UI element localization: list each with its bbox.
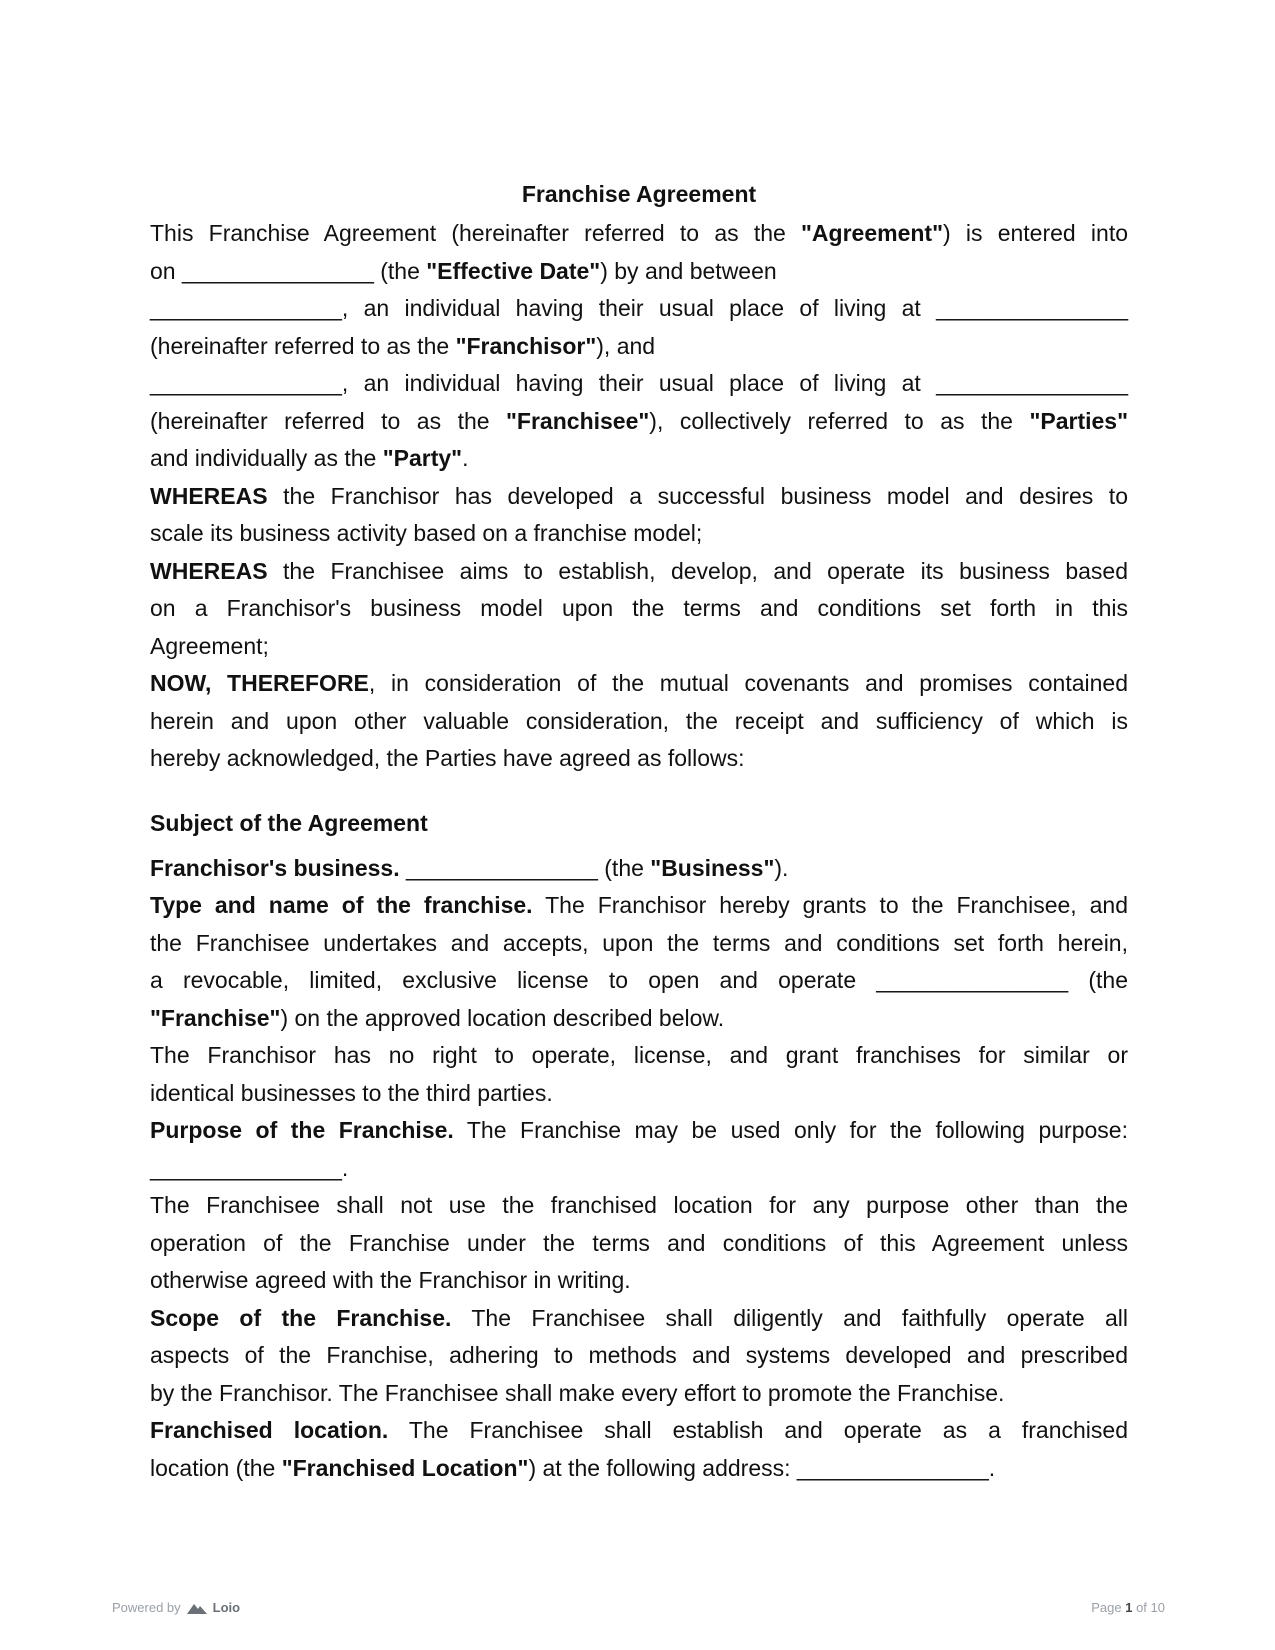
document-title: Franchise Agreement	[521, 181, 757, 207]
no-use-clause: The Franchisee shall not use the franchised location for any purpose other than the operation of the Franchise under the terms and conditions of this Agreement unless otherwise agreed with the Franchisor in writing.	[150, 1192, 1128, 1293]
document-page	[150, 180, 1128, 1487]
no-right-clause: The Franchisor has no right to operate, license, and grant franchises for similar or identical businesses to the third parties.	[150, 1042, 1128, 1106]
purpose-blank: _______________	[150, 1154, 342, 1181]
scope-clause: Scope of the Franchise. The Franchisee shall diligently and faithfully operate all aspects of the Franchise, adhering to methods and systems developed and prescribed by the Franchisor. The Franchisee shall make every effort to promote the Franchise.	[150, 1304, 1128, 1406]
powered-by-label: Powered by	[112, 1600, 181, 1615]
brand-name: Loio	[212, 1600, 241, 1615]
franchise-name-blank: _______________	[876, 967, 1069, 993]
location-clause: Franchised location. The Franchisee shall establish and operate as a franchised location (the "Franchised Location") at the following address: _______________.	[150, 1417, 1128, 1481]
intro-paragraph: This Franchise Agreement (hereinafter referred to as the "Agreement") is entered into on _______________ (the "Effective Date") by and between _______________, an individual having their usual place of living at _______________ (hereinafter referred to as the "Franchisor"), and _______________, an individual having their usual place of living at _______________ (hereinafter referred to as the "Franchisee"), collectively referred to as the "Parties" and individually as the "Party".	[150, 220, 1129, 471]
purpose-clause: Purpose of the Franchise. The Franchise may be used only for the following purpose: _______________.	[150, 1117, 1128, 1181]
section-heading: Subject of the Agreement	[150, 809, 428, 836]
whereas-paragraph-2: WHEREAS the Franchisee aims to establish, develop, and operate its business based on a Franchisor's business model upon the terms and conditions set forth in this Agreement;	[150, 557, 1128, 659]
franchisor-name-blank: _______________	[150, 295, 342, 321]
effective-date-blank: _______________	[181, 257, 374, 284]
therefore-paragraph: NOW, THEREFORE, in consideration of the mutual covenants and promises contained herein and upon other valuable consideration, the receipt and sufficiency of which is hereby acknowledged, the Parties have agreed as follows:	[150, 670, 1129, 771]
business-clause: Franchisor's business. _______________ (the "Business").	[150, 854, 789, 881]
whereas-paragraph-1: WHEREAS the Franchisor has developed a successful business model and desires to scale its business activity based on a franchise model;	[150, 482, 1128, 546]
business-blank: _______________	[406, 854, 598, 881]
address-blank: _______________	[796, 1454, 989, 1481]
loio-mountain-icon	[187, 1602, 207, 1614]
franchisee-name-blank: _______________	[150, 370, 342, 396]
current-page: 1	[1125, 1600, 1133, 1615]
type-clause: Type and name of the franchise. The Franchisor hereby grants to the Franchisee, and the Franchisee undertakes and accepts, upon the terms and conditions set forth herein, a revocable, limited, exclusive license to open and operate _______________ (the "Franchise") on the approved location described below.	[150, 892, 1128, 1031]
franchisor-address-blank: _______________	[936, 295, 1128, 321]
franchisee-address-blank: _______________	[936, 370, 1128, 396]
powered-by-footer	[112, 1600, 240, 1615]
page-number: Page 1 of 10	[1091, 1600, 1165, 1615]
